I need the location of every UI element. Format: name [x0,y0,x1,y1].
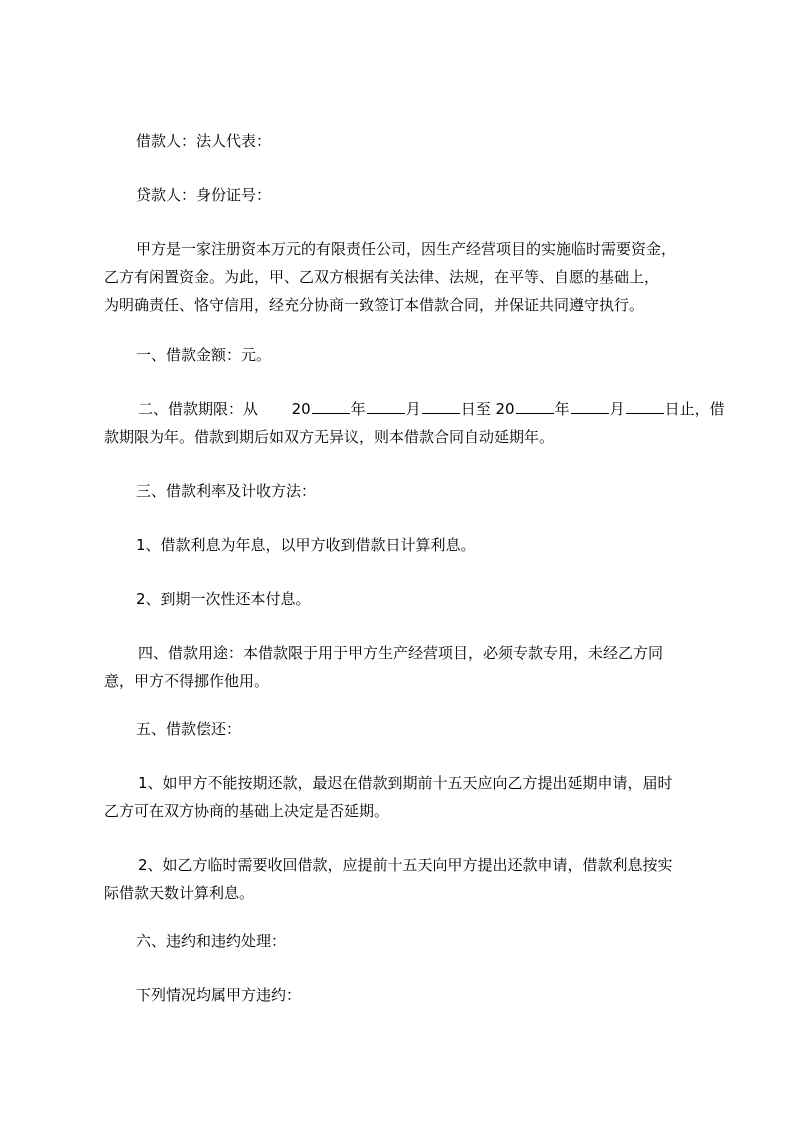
preamble-line-2: 乙方有闲置资金。为此，甲、乙双方根据有关法律、法规，在平等、自愿的基础上， [104,268,660,286]
preamble-line-3: 为明确责任、恪守信用，经充分协商一致签订本借款合同，并保证共同遵守执行。 [104,296,645,314]
term-line-2: 款期限为年。借款到期后如双方无异议，则本借款合同自动延期年。 [104,428,555,446]
usage-line-1: 四、借款用途：本借款限于用于甲方生产经营项目，必须专款专用，未经乙方同 [138,644,664,662]
repayment-item-1 [104,769,704,825]
interest-item-2: 2、到期一次性还本付息。 [136,590,311,608]
lender-line: 贷款人：身份证号： [136,186,272,204]
blank-year-end [516,399,554,414]
section-1-amount: 一、借款金额：元。 [136,346,272,364]
usage-line-2: 意，甲方不得挪作他用。 [104,672,270,690]
repayment-1-line-2: 乙方可在双方协商的基础上决定是否延期。 [104,802,390,820]
section-4-usage [104,639,704,695]
borrower-line: 借款人：法人代表： [136,132,272,150]
section-3-interest: 三、借款利率及计收方法： [136,482,317,500]
repayment-item-2 [104,851,704,907]
section-5-repayment: 五、借款偿还： [136,720,242,738]
blank-day-end [626,399,664,414]
repayment-2-line-1: 2、如乙方临时需要收回借款，应提前十五天向甲方提出还款申请，借款利息按实 [138,856,673,874]
term-line-1: 二、借款期限：从 20 年 月 日至 20 年 月 日止，借 [138,400,725,418]
preamble-paragraph [104,235,704,319]
repayment-2-line-2: 际借款天数计算利息。 [104,884,255,902]
breach-intro: 下列情况均属甲方违约： [136,986,302,1004]
preamble-line-1: 甲方是一家注册资本万元的有限责任公司，因生产经营项目的实施临时需要资金， [136,240,677,258]
section-2-term [104,395,725,451]
blank-day-start [422,399,460,414]
section-6-breach: 六、违约和违约处理： [136,932,287,950]
blank-month-end [571,399,609,414]
blank-year-start [312,399,350,414]
blank-month-start [367,399,405,414]
repayment-1-line-1: 1、如甲方不能按期还款，最迟在借款到期前十五天应向乙方提出延期申请，届时 [138,774,673,792]
interest-item-1: 1、借款利息为年息，以甲方收到借款日计算利息。 [136,536,476,554]
